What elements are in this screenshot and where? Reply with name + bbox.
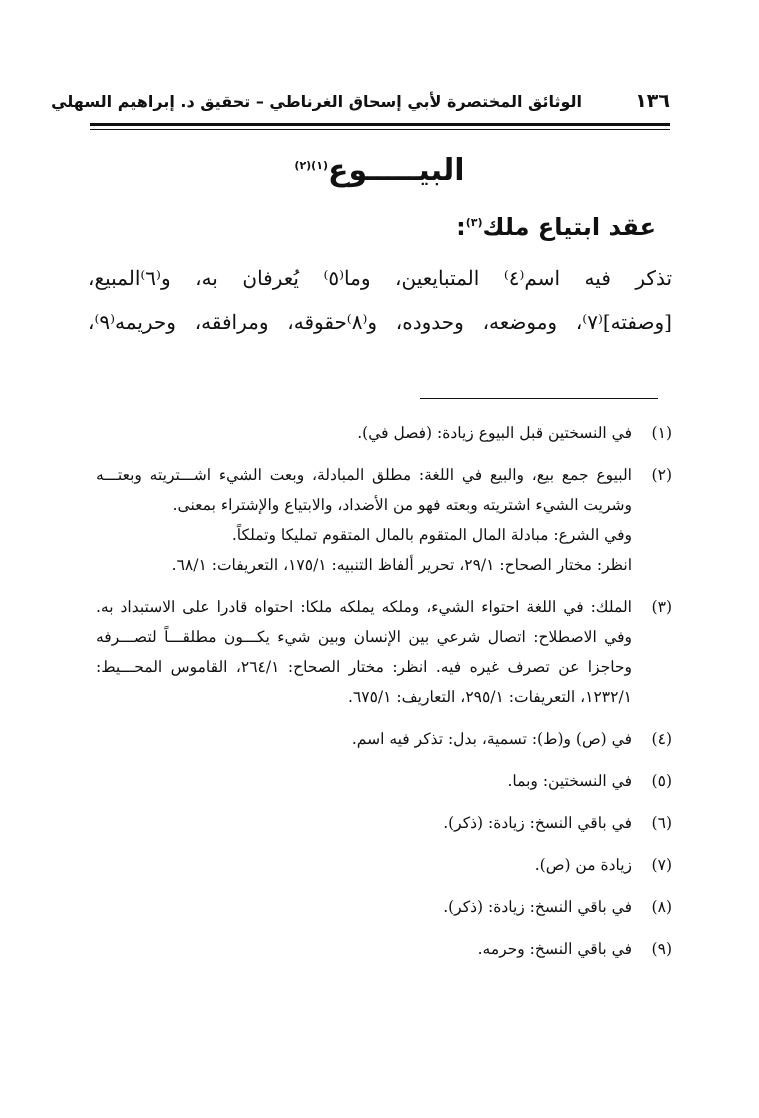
- chapter-note-marks: (١)(٢): [294, 159, 328, 172]
- footnote-separator: [420, 398, 658, 399]
- footnote-line: البيوع جمع بيع، والبيع في اللغة: مطلق المبادلة، وبعت الشيء اشـــتريته وبعتـــه: [96, 466, 632, 484]
- footnote-line: الملك: في اللغة احتواء الشيء، وملكه يملكه ملكا: احتواه قادرا على الاستبداد به.: [96, 598, 632, 616]
- footnote: [96, 460, 672, 580]
- footnote: [96, 808, 672, 838]
- page-number: ١٣٦: [635, 90, 670, 112]
- footnote-line: وفي الشرع: مبادلة المال المتقوم بالمال المتقوم تمليكا وتملكاً.: [231, 526, 632, 544]
- footnote-line: في باقي النسخ: زيادة: (ذكر).: [443, 814, 632, 832]
- footnote-line: في باقي النسخ: زيادة: (ذكر).: [443, 898, 632, 916]
- footnote-number: (٥): [651, 772, 672, 790]
- footnote-number: (١): [651, 424, 672, 442]
- footnote-number: (٦): [651, 814, 672, 832]
- main-text-line: [وصفته]⁽٧⁾، وموضعه، وحدوده، و⁽٨⁾حقوقه، ومرافقه، وحريمه⁽٩⁾،: [88, 310, 672, 334]
- footnote: [96, 766, 672, 796]
- footnote-line: زيادة من (ص).: [534, 856, 632, 874]
- chapter-title: [0, 153, 759, 188]
- section-heading: [456, 213, 656, 241]
- footnote-line: ١٢٣٢/١، التعريفات: ٢٩٥/١، التعاريف: ٦٧٥/١.: [348, 688, 632, 706]
- footnote-line: انظر: مختار الصحاح: ٢٩/١، تحرير ألفاظ التنبيه: ١٧٥/١، التعريفات: ٦٨/١.: [171, 556, 632, 574]
- footnote: [96, 418, 672, 448]
- footnote-number: (٢): [651, 466, 672, 484]
- header-rule-thin: [90, 129, 670, 130]
- footnote: [96, 892, 672, 922]
- footnote-number: (٤): [651, 730, 672, 748]
- footnote: [96, 592, 672, 712]
- header-rule-thick: [90, 123, 670, 126]
- running-title: الوثائق المختصرة لأبي إسحاق الغرناطي – تحقيق د. إبراهيم السهلي: [51, 92, 582, 111]
- footnote-line: وفي الاصطلاح: اتصال شرعي بين الإنسان وبين شيء يكـــون مطلقـــاً لتصـــرفه: [96, 628, 632, 646]
- footnotes: [96, 418, 672, 976]
- footnote: [96, 724, 672, 754]
- footnote-number: (٣): [651, 598, 672, 616]
- footnote-number: (٧): [651, 856, 672, 874]
- page-header: [51, 88, 670, 118]
- chapter-title-text: البيـــــوع: [327, 153, 465, 188]
- footnote-number: (٩): [651, 940, 672, 958]
- footnote-number: (٨): [651, 898, 672, 916]
- footnote: [96, 934, 672, 964]
- footnote-line: وحاجزا عن تصرف غيره فيه. انظر: مختار الصحاح: ٢٦٤/١، القاموس المحـــيط:: [96, 658, 632, 676]
- section-colon: :: [456, 213, 466, 241]
- footnote: [96, 850, 672, 880]
- footnote-line: في النسختين: وبما.: [507, 772, 632, 790]
- main-text-line: تذكر فيه اسم⁽٤⁾ المتبايعين، وما⁽٥⁾ يُعرفان به، و⁽٦⁾المبيع،: [88, 266, 673, 290]
- section-note-mark: (٣): [465, 216, 483, 229]
- main-text: [88, 256, 672, 344]
- footnote-line: وشريت الشيء اشتريته وبعته فهو من الأضداد، والابتياع والإشتراء بمعنى.: [172, 496, 632, 514]
- footnote-line: في باقي النسخ: وحرمه.: [477, 940, 632, 958]
- section-heading-text: عقد ابتياع ملك: [482, 213, 656, 241]
- footnote-line: في (ص) و(ط): تسمية، بدل: تذكر فيه اسم.: [351, 730, 632, 748]
- footnote-line: في النسختين قبل البيوع زيادة: (فصل في).: [357, 424, 632, 442]
